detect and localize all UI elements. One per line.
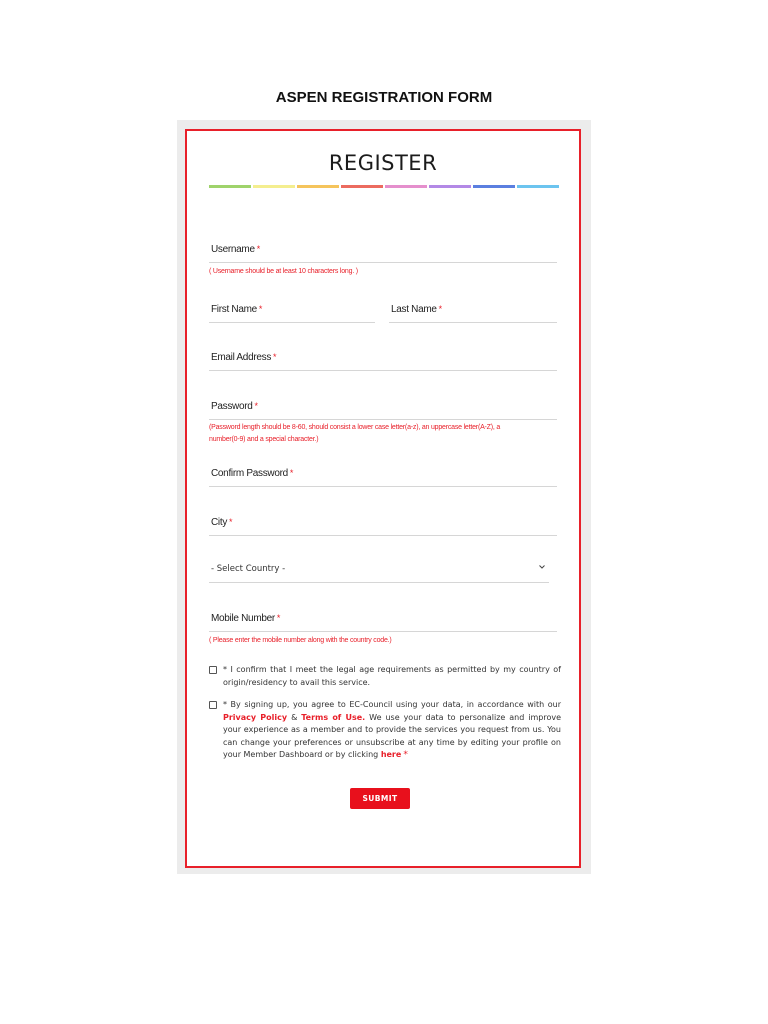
email-field[interactable] [209, 345, 557, 371]
age-consent-checkbox[interactable] [209, 666, 217, 674]
password-label: Password [211, 401, 253, 412]
privacy-consent-row [209, 699, 561, 775]
email-label: Email Address [211, 352, 272, 363]
password-hint-line1: (Password length should be 8-60, should consist a lower case letter(a-z), an uppercase letter(A-Z), a [209, 424, 501, 431]
username-hint: ( Username should be at least 10 characters long. ) [209, 268, 358, 275]
required-marker: * [438, 304, 442, 314]
confirm-password-field[interactable] [209, 461, 557, 487]
required-marker: * [254, 401, 258, 411]
mobile-hint: ( Please enter the mobile number along with the country code.) [209, 637, 392, 644]
rainbow-segment [473, 185, 515, 188]
password-hint-line2: number(0-9) and a special character.) [209, 436, 319, 443]
document-title: ASPEN REGISTRATION FORM [275, 89, 493, 106]
rainbow-segment [429, 185, 471, 188]
form-heading: REGISTER [328, 151, 438, 175]
required-marker: * [276, 613, 281, 623]
city-label: City [211, 517, 228, 528]
required-marker: * [258, 304, 263, 314]
here-link[interactable]: here [380, 750, 402, 760]
privacy-consent-text-a: * By signing up, you agree to EC-Council using your data, in accordance with our [223, 700, 561, 709]
privacy-policy-link[interactable]: Privacy Policy [223, 712, 288, 722]
required-marker: * [289, 468, 294, 478]
city-field[interactable] [209, 510, 557, 536]
confirm-password-label: Confirm Password [211, 468, 288, 479]
mobile-number-label: Mobile Number [211, 613, 275, 624]
privacy-consent-checkbox[interactable] [209, 701, 217, 709]
privacy-consent-text [223, 699, 561, 762]
submit-button[interactable]: SUBMIT [350, 788, 410, 809]
rainbow-divider [209, 185, 559, 188]
username-label: Username [211, 244, 255, 255]
rainbow-segment [341, 185, 383, 188]
country-select[interactable] [209, 555, 549, 583]
mobile-number-field[interactable] [209, 606, 557, 632]
ampersand: & [291, 712, 298, 722]
rainbow-segment [297, 185, 339, 188]
rainbow-segment [385, 185, 427, 188]
terms-of-use-link[interactable]: Terms of Use. [301, 712, 366, 722]
first-name-field[interactable] [209, 297, 375, 323]
required-marker: * [256, 244, 260, 254]
last-name-label: Last Name [391, 304, 437, 315]
age-consent-row [209, 664, 561, 690]
required-marker: * [273, 352, 277, 362]
first-name-label: First Name [211, 304, 257, 315]
required-marker: * [229, 517, 233, 527]
username-field[interactable] [209, 237, 557, 263]
password-hint [209, 422, 563, 446]
registration-form [185, 129, 581, 868]
rainbow-segment [253, 185, 295, 188]
last-name-field[interactable] [389, 297, 557, 323]
rainbow-segment [209, 185, 251, 188]
rainbow-segment [517, 185, 559, 188]
country-select-value: - Select Country - [211, 564, 286, 574]
age-consent-text: * I confirm that I meet the legal age requirements as permitted by my country of origin/residency to avail this service. [223, 665, 561, 687]
password-field[interactable] [209, 394, 557, 420]
chevron-down-icon [537, 562, 547, 572]
form-screenshot [177, 120, 591, 874]
required-marker: * [403, 750, 408, 761]
privacy-consent-text-b: We use your data to personalize and improve your experience as a member and to provide the services you request from us. You can change your preferences or unsubscribe at any time by editing your profile on your Member Dashboard or by clicking [223, 712, 562, 760]
